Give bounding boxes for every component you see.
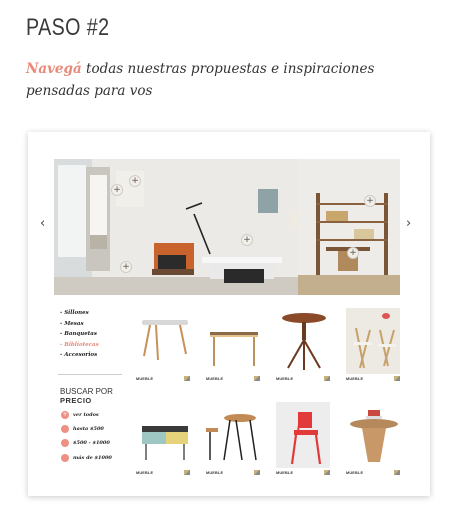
- product-image: [206, 308, 260, 374]
- hero-gallery[interactable]: [54, 159, 400, 295]
- prev-arrow-icon[interactable]: ‹: [40, 216, 46, 231]
- product-tag-icon[interactable]: [394, 376, 400, 381]
- next-arrow-icon[interactable]: ›: [406, 216, 412, 231]
- price-option-label: hasta $500: [73, 426, 104, 432]
- price-option-all[interactable]: [61, 411, 99, 419]
- price-option-under-500[interactable]: [61, 425, 104, 433]
- price-option-label: más de $1000: [73, 455, 112, 461]
- product-tag-icon[interactable]: [394, 470, 400, 475]
- product-card[interactable]: [276, 402, 330, 476]
- price-option-500-1000[interactable]: [61, 439, 110, 447]
- price-filter-title: [60, 387, 113, 405]
- intro-text: [26, 58, 436, 102]
- product-tag-icon[interactable]: [324, 470, 330, 475]
- product-card[interactable]: [346, 402, 400, 476]
- product-tag-icon[interactable]: [184, 376, 190, 381]
- product-card[interactable]: [136, 402, 190, 476]
- product-tag-icon[interactable]: [324, 376, 330, 381]
- step-title: PASO #2: [26, 14, 110, 41]
- browser-mockup: [28, 132, 430, 496]
- product-image: [136, 402, 190, 468]
- hotspot-3[interactable]: +: [120, 261, 132, 273]
- product-card[interactable]: [346, 308, 400, 382]
- price-title-line2: PRECIO: [60, 396, 92, 405]
- category-accesorios[interactable]: - Accesorios: [60, 352, 98, 358]
- product-label: MUEBLE: [136, 377, 154, 381]
- product-label: MUEBLE: [276, 471, 294, 475]
- category-bibliotecas[interactable]: - Bibliotecas: [60, 341, 99, 348]
- radio-dot-icon: [61, 439, 69, 447]
- category-list: [60, 308, 99, 361]
- price-option-label: $500 - $1000: [73, 440, 110, 446]
- product-image: [276, 402, 330, 468]
- product-card[interactable]: [206, 402, 260, 476]
- product-tag-icon[interactable]: [254, 376, 260, 381]
- product-label: MUEBLE: [346, 471, 364, 475]
- category-banquetas[interactable]: - Banquetas: [60, 331, 97, 337]
- product-label: MUEBLE: [206, 377, 224, 381]
- product-image: [276, 308, 330, 374]
- hotspot-2[interactable]: +: [129, 175, 141, 187]
- product-label: MUEBLE: [136, 471, 154, 475]
- hotspot-5[interactable]: +: [364, 195, 376, 207]
- product-tag-icon[interactable]: [184, 470, 190, 475]
- product-label: MUEBLE: [276, 377, 294, 381]
- product-image: [346, 308, 400, 374]
- product-card[interactable]: [136, 308, 190, 382]
- product-image: [346, 402, 400, 468]
- price-option-over-1000[interactable]: [61, 454, 112, 462]
- intro-accent: Navegá: [26, 61, 82, 77]
- plus-icon: +: [62, 411, 68, 418]
- product-label: MUEBLE: [346, 377, 364, 381]
- hotspot-4[interactable]: +: [241, 234, 253, 246]
- product-image: [206, 402, 260, 468]
- category-mesas[interactable]: - Mesas: [60, 320, 84, 327]
- product-image: [136, 308, 190, 374]
- radio-dot-icon: [61, 454, 69, 462]
- hotspot-1[interactable]: +: [111, 184, 123, 196]
- product-tag-icon[interactable]: [254, 470, 260, 475]
- category-sillones[interactable]: - Sillones: [60, 310, 89, 316]
- product-label: MUEBLE: [206, 471, 224, 475]
- product-card[interactable]: [206, 308, 260, 382]
- price-option-label: ver todos: [73, 412, 99, 418]
- price-title-line1: BUSCAR POR: [60, 387, 113, 396]
- radio-dot-icon: [61, 425, 69, 433]
- product-card[interactable]: [276, 308, 330, 382]
- divider: [58, 374, 122, 375]
- living-room-image: [54, 159, 400, 295]
- intro-rest: todas nuestras propuestas e inspiraciones pensadas para vos: [26, 61, 375, 99]
- hotspot-6[interactable]: +: [347, 247, 359, 259]
